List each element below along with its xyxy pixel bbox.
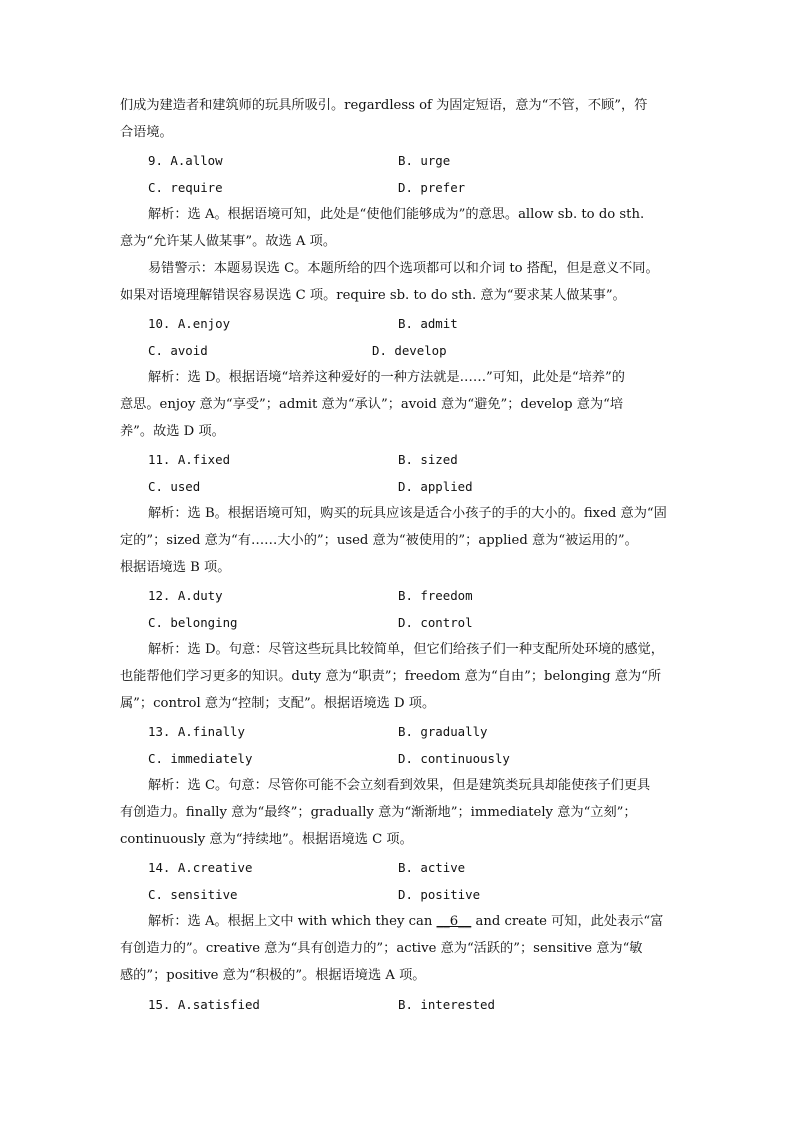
option-b: B. admit	[398, 316, 458, 331]
explanation-line: 意为“允许某人做某事”。故选 A 项。	[120, 234, 337, 249]
explanation-line: continuously 意为“持续地”。根据语境选 C 项。	[120, 832, 413, 847]
option-b: B. interested	[398, 997, 495, 1012]
explanation-line: 解析：选 D。句意：尽管这些玩具比较简单，但它们给孩子们一种支配所处环境的感觉，	[148, 642, 664, 657]
option-b: B. urge	[398, 153, 451, 168]
explanation-text: 解析：选 A。根据上文中 with which they can	[148, 914, 437, 929]
explanation-line: 也能帮他们学习更多的知识。duty 意为“职责”；freedom 意为“自由”；belonging 意为“所	[120, 669, 662, 684]
explanation-line: 属”；control 意为“控制；支配”。根据语境选 D 项。	[120, 696, 436, 711]
option-c: C. sensitive	[148, 887, 238, 902]
option-a: 14. A.creative	[148, 860, 253, 875]
error-warning-line: 如果对语境理解错误容易误选 C 项。require sb. to do sth. 意为“要求某人做某事”。	[120, 288, 626, 303]
option-d: D. positive	[398, 887, 481, 902]
option-a: 9. A.allow	[148, 153, 223, 168]
option-d: D. continuously	[398, 751, 510, 766]
explanation-line: 养”。故选 D 项。	[120, 424, 225, 439]
text-line: 们成为建造者和建筑师的玩具所吸引。regardless of 为固定短语，意为“不管，不顾”，符	[120, 98, 648, 113]
explanation-line: 感的”；positive 意为“积极的”。根据语境选 A 项。	[120, 968, 426, 983]
option-d: D. develop	[372, 343, 447, 358]
explanation-line: 有创造力。finally 意为“最终”；gradually 意为“渐渐地”；immediately 意为“立刻”；	[120, 805, 637, 820]
option-b: B. sized	[398, 452, 458, 467]
option-d: D. applied	[398, 479, 473, 494]
explanation-text: and create 可知，此处表示“富	[471, 914, 664, 929]
option-b: B. active	[398, 860, 466, 875]
option-a: 13. A.finally	[148, 724, 245, 739]
option-c: C. require	[148, 180, 223, 195]
option-a: 10. A.enjoy	[148, 316, 231, 331]
option-b: B. gradually	[398, 724, 488, 739]
explanation-line	[148, 912, 680, 939]
option-a: 12. A.duty	[148, 588, 223, 603]
option-a: 11. A.fixed	[148, 452, 231, 467]
explanation-line: 定的”；sized 意为“有……大小的”；used 意为“被使用的”；applied 意为“被运用的”。	[120, 533, 638, 548]
option-c: C. avoid	[148, 343, 208, 358]
option-b: B. freedom	[398, 588, 473, 603]
explanation-line: 有创造力的”。creative 意为“具有创造力的”；active 意为“活跃的”；sensitive 意为“敏	[120, 941, 643, 956]
option-a: 15. A.satisfied	[148, 997, 260, 1012]
explanation-line: 解析：选 C。句意：尽管你可能不会立刻看到效果，但是建筑类玩具却能使孩子们更具	[148, 778, 651, 793]
blank-number: __6__	[436, 914, 472, 929]
option-c: C. immediately	[148, 751, 253, 766]
text-line: 合语境。	[120, 125, 173, 140]
explanation-line: 根据语境选 B 项。	[120, 560, 231, 575]
explanation-line: 解析：选 A。根据语境可知，此处是“使他们能够成为”的意思。allow sb. to do sth.	[148, 207, 645, 222]
option-c: C. belonging	[148, 615, 238, 630]
option-d: D. prefer	[398, 180, 466, 195]
error-warning-line: 易错警示：本题易误选 C。本题所给的四个选项都可以和介词 to 搭配，但是意义不同。	[148, 261, 659, 276]
explanation-line: 解析：选 D。根据语境“培养这种爱好的一种方法就是……”可知，此处是“培养”的	[148, 370, 625, 385]
explanation-line: 意思。enjoy 意为“享受”；admit 意为“承认”；avoid 意为“避免”；develop 意为“培	[120, 397, 624, 412]
explanation-line: 解析：选 B。根据语境可知，购买的玩具应该是适合小孩子的手的大小的。fixed 意为“固	[148, 506, 667, 521]
option-d: D. control	[398, 615, 473, 630]
option-c: C. used	[148, 479, 201, 494]
